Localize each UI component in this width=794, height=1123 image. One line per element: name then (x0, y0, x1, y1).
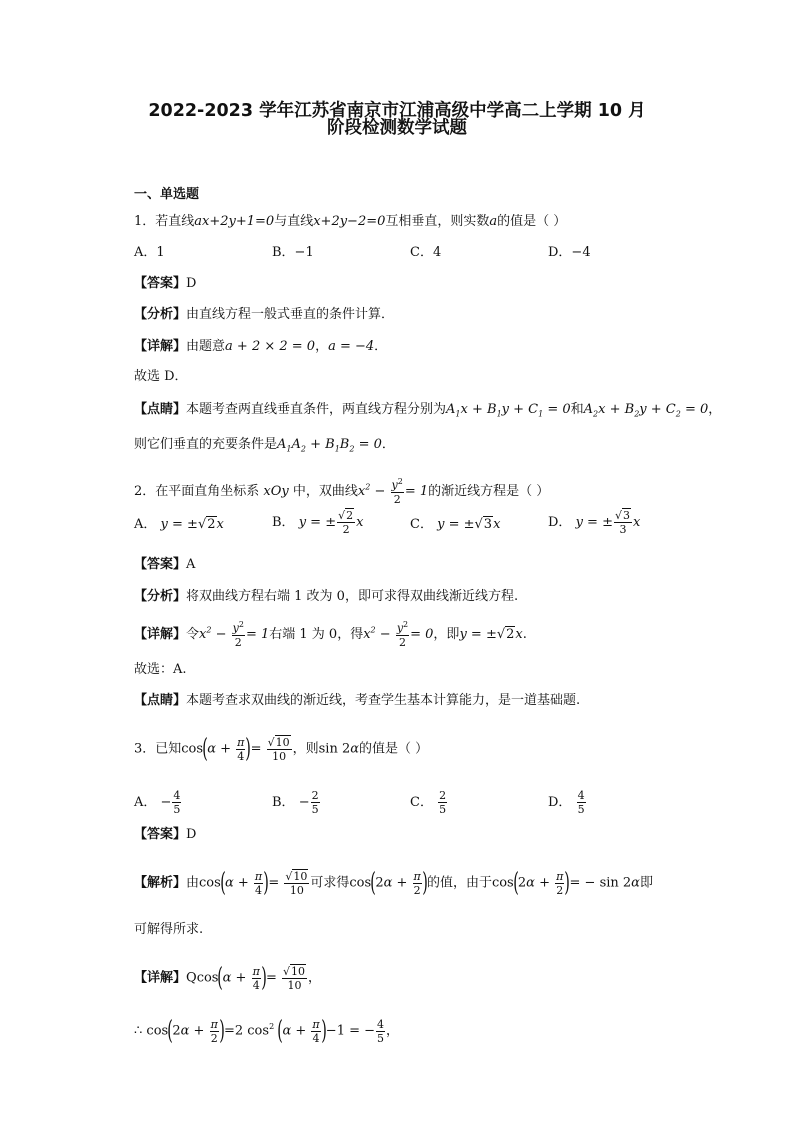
q3-option-d: D． $\frac{4}{5}$ (548, 789, 585, 816)
q2-option-b: B． y = ± $\frac{√2}{2}$ x (272, 509, 364, 536)
q2-conclusion: 故选：A. (134, 662, 187, 677)
q3-detail-line2: ∴ cos(2α + $\frac{\pi}{2}$ )=2 $\cos^2 (\alpha$ + $\frac{\pi}{4}$ )−1 = − $\frac{4}{5}$ ， (134, 1016, 400, 1046)
section-heading: 一、单选题 (134, 187, 200, 202)
q2-answer: 【答案】A (134, 557, 196, 572)
q2-stem: 2．在平面直角坐标系 xOy 中，双曲线$x^2$ − $\frac{y^2}{2}$ = 1的渐近线方程是（ ） (134, 477, 550, 506)
doc-title-line2: 阶段检测数学试题 (327, 118, 467, 138)
q2-analysis: 【分析】将双曲线方程右端 1 改为 0，即可求得双曲线渐近线方程. (134, 589, 519, 604)
q3-jiexi-line2: 可解得所求. (134, 922, 204, 937)
q1-stem: 1．若直线ax+2y+1=0与直线x+2y−2=0互相垂直，则实数a的值是（ ） (134, 214, 567, 229)
q2-option-c: C． y = ±√3x (410, 517, 501, 532)
q2-option-a: A． y = ±√2x (134, 517, 224, 532)
q1-conclusion: 故选 D． (134, 369, 188, 384)
q1-detail: 【详解】由题意a + 2 × 2 = 0，a = −4． (134, 339, 388, 354)
q1-option-c: C．4 (410, 245, 442, 260)
q1-comment-line2: 则它们垂直的充要条件是$A_1A_2 + B_1B_2 = 0$． (134, 437, 395, 454)
q3-jiexi: 【解析】由cos(α + $\frac{\pi}{4}$ )= $\frac{√10}{10}$ 可求得cos(2α + $\frac{\pi}{2}$ )的值，由于cos(2α + $\frac{\pi}{2}$ )= − sin 2α即 (134, 868, 653, 898)
q3-option-b: B． − $\frac{2}{5}$ (272, 789, 319, 816)
q1-option-d: D．−4 (548, 245, 591, 260)
q1-option-b: B．−1 (272, 245, 314, 260)
q1-analysis: 【分析】由直线方程一般式垂直的条件计算． (134, 307, 395, 322)
q1-option-a: A．1 (134, 245, 165, 260)
q3-option-a: A． − $\frac{4}{5}$ (134, 789, 181, 816)
doc-title-line1: 2022-2023 学年江苏省南京市江浦高级中学高二上学期 10 月 (148, 101, 646, 121)
q3-detail: 【详解】Qcos(α + $\frac{\pi}{4}$ )= $\frac{√10}{10}$ ， (134, 963, 322, 993)
q3-option-c: C． $\frac{2}{5}$ (410, 789, 447, 816)
q2-detail: 【详解】令$x^2$ − $\frac{y^2}{2}$ = 1右端 1 为 0，得$x^2$ − $\frac{y^2}{2}$ = 0，即y = ±√2x. (134, 620, 527, 649)
q1-answer: 【答案】D (134, 276, 197, 291)
q1-comment: 【点睛】本题考查两直线垂直条件，两直线方程分别为$A_1x + B_1y + C_1 = 0$和$A_2x + B_2y + C_2 = 0$， (134, 402, 722, 419)
q2-comment: 【点睛】本题考查求双曲线的渐近线，考查学生基本计算能力，是一道基础题. (134, 693, 581, 708)
q3-stem: 3．已知cos(α + $\frac{\pi}{4}$ )= $\frac{√10}{10}$ ，则sin 2α的值是（ ） (134, 734, 429, 764)
q3-answer: 【答案】D (134, 827, 197, 842)
q2-option-d: D． y = ± $\frac{√3}{3}$ x (548, 509, 641, 536)
